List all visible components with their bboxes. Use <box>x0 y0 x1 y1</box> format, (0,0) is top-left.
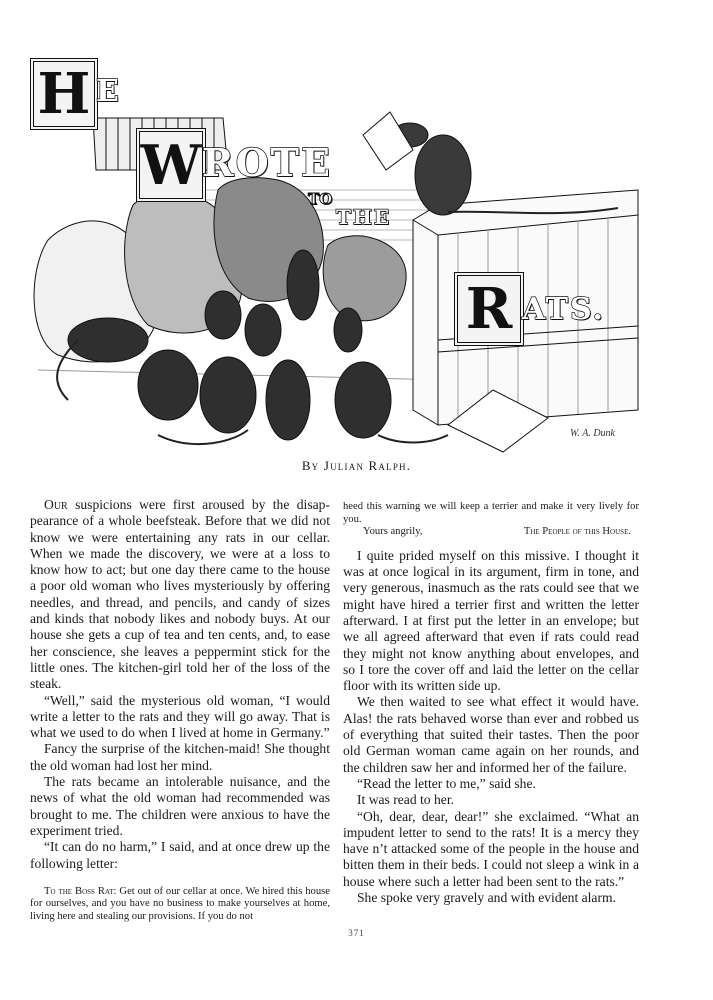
artist-signature: W. A. Dunk <box>570 428 615 439</box>
title-initial-r <box>454 272 524 346</box>
initial-h-letter: H <box>37 61 91 127</box>
paragraph <box>30 497 330 693</box>
byline <box>0 458 713 474</box>
paragraph: It was read to her. <box>357 792 455 808</box>
letter-signature-line <box>343 526 639 539</box>
header-illustration <box>18 40 648 460</box>
title-rest-rote: ROTE <box>202 140 332 185</box>
title-word-the: THE <box>336 205 392 229</box>
initial-r-letter: R <box>465 276 513 342</box>
paragraph: She spoke very gravely and with evident alarm. <box>357 890 616 906</box>
letter-closing: Yours angrily, <box>363 526 423 538</box>
letter-body: Get out of our cellar at once. We hired this house for ourselves, and you have no business to make yourselves at home, living here and stealing our provisions. If you do not <box>30 885 330 923</box>
title-word-to: TO <box>308 190 333 208</box>
page-number: 371 <box>348 928 365 938</box>
title-initial-w <box>136 128 206 202</box>
byline-by: By <box>301 458 320 473</box>
title-initial-h <box>30 58 98 130</box>
left-column <box>30 497 330 924</box>
paragraph: “Oh, dear, dear, dear!” she exclaimed. “What an impudent letter to send to the rats! It is a mercy they have n’t attacked some of the people in the house and bitten them in their beds. I could not sleep a wink in a house where such a letter had been sent to the rats.” <box>343 808 639 889</box>
paragraph: The rats became an intolerable nuisance, and the news of what the old woman had recommended was brought to me. The children were anxious to have the experiment tried. <box>30 774 330 838</box>
paragraph: “It can do no harm,” I said, and at once drew up the following letter: <box>30 839 330 871</box>
title-rest-ats: ATS. <box>522 292 605 327</box>
letter-continuation: heed this warning we will keep a terrier and make it very lively for you. <box>343 501 639 525</box>
letter-signatory: The People of this House. <box>523 526 631 538</box>
paragraph: “Read the letter to me,” said she. <box>357 775 536 791</box>
letter-to-rats <box>30 886 330 924</box>
title-rest-e: E <box>96 74 121 109</box>
paragraph: I quite prided myself on this missive. I thought it was at once logical in its argument, firm in tone, and very generous, inasmuch as the rats could see that we might have hired a terrier first and written the letter afterward. I at first put the letter in an envelope; but we all agreed afterward that even if rats could read they might not know anything about envelopes, and so I tore the cover off and laid the letter on the cellar floor with its written side up. <box>343 547 639 694</box>
paragraph-text: suspicions were first aroused by the disappearance of a whole beefsteak. Before that we did not know we were entertaining any rats in our cellar. When we made the discovery, we were at a loss to know how to act; but one day there came to the house a poor old woman who lives mysteriously by offering needles, and thread, and pencils, and candy of sizes and kinds that nobody likes and nobody buys. At our house she gets a cup of tea and ten cents, and, to ease her conscience, she leaves a peppermint stick for the little ones. The kitchen-girl told her of the loss of the steak. <box>30 497 330 692</box>
letter-salutation: To the Boss Rat: <box>44 885 117 897</box>
paragraph-lead: Our <box>44 497 68 512</box>
right-column <box>343 501 639 906</box>
paragraph: “Well,” said the mysterious old woman, “I would write a letter to the rats and they will go away. That is what we used to do when I lived at home in Germany.” <box>30 692 330 741</box>
paragraph: We then waited to see what effect it would have. Alas! the rats behaved worse than ever and robbed us of everything that suited their tastes. Then the poor old German woman came again on her rounds, and the children saw her and informed her of the failure. <box>343 694 639 775</box>
paragraph: Fancy the surprise of the kitchen-maid! She thought the old woman had lost her mind. <box>30 741 330 773</box>
byline-author: Julian Ralph. <box>323 458 412 473</box>
initial-w-letter: W <box>140 133 202 197</box>
